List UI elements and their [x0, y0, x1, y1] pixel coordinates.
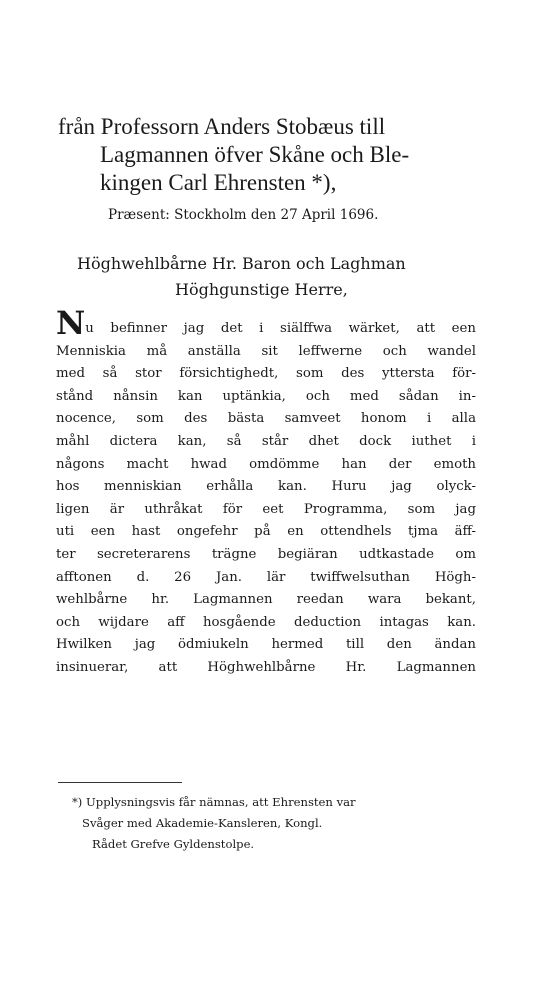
letter-body — [56, 304, 476, 680]
body-line: insinuerar, att Höghwehlbårne Hr. Lagmannen — [56, 659, 476, 675]
date-line: Præsent: Stockholm den 27 April 1696. — [108, 207, 379, 223]
body-line: hos menniskian erhålla kan. Huru jag olyck- — [56, 479, 476, 495]
body-line: wehlbårne hr. Lagmannen reedan wara bekant, — [56, 592, 476, 608]
body-line: måhl dictera kan, så står dhet dock iuthet i — [56, 433, 476, 449]
body-line — [56, 304, 476, 342]
letter-heading — [58, 113, 488, 197]
salutation-line-1: Höghwehlbårne Hr. Baron och Laghman — [77, 254, 406, 273]
footnote-line: Rådet Grefve Gyldenstolpe. — [92, 837, 255, 851]
body-line: och wijdare aff hosgående deduction intagas kan. — [56, 614, 476, 630]
body-line: ligen är uthråkat för eet Programma, som jag — [56, 501, 476, 517]
footnote-line: *) Upplysningsvis får nämnas, att Ehrensten var — [72, 795, 356, 809]
body-line: någons macht hwad omdömme han der emoth — [56, 456, 476, 472]
body-line: med så stor försichtighedt, som des yttersta för- — [56, 366, 476, 382]
heading-line-2: Lagmannen öfver Skåne och Ble- — [100, 142, 410, 167]
body-line: Menniskia må anställa sit leffwerne och wandel — [56, 343, 476, 359]
body-line: afftonen d. 26 Jan. lär twiffwelsuthan Högh- — [56, 569, 476, 585]
body-line-text: u befinner jag det i siälffwa wärket, att een — [85, 321, 476, 336]
body-line: nocence, som des bästa samveet honom i alla — [56, 411, 476, 427]
heading-line-1: från Professorn Anders Stobæus till — [58, 114, 386, 139]
body-line: uti een hast ongefehr på en ottendhels tjma äff- — [56, 524, 476, 540]
salutation-line-2: Höghgunstige Herre, — [175, 280, 348, 299]
heading-line-3: kingen Carl Ehrensten *), — [100, 170, 337, 195]
drop-cap: N — [56, 304, 86, 342]
footnote — [72, 792, 480, 855]
footnote-divider — [58, 782, 182, 783]
footnote-line: Svåger med Akademie-Kansleren, Kongl. — [82, 816, 323, 830]
body-line: stånd nånsin kan uptänkia, och med sådan in- — [56, 388, 476, 404]
body-line: ter secreterarens trägne begiäran udtkastade om — [56, 546, 476, 562]
body-line: Hwilken jag ödmiukeln hermed till den ändan — [56, 637, 476, 653]
